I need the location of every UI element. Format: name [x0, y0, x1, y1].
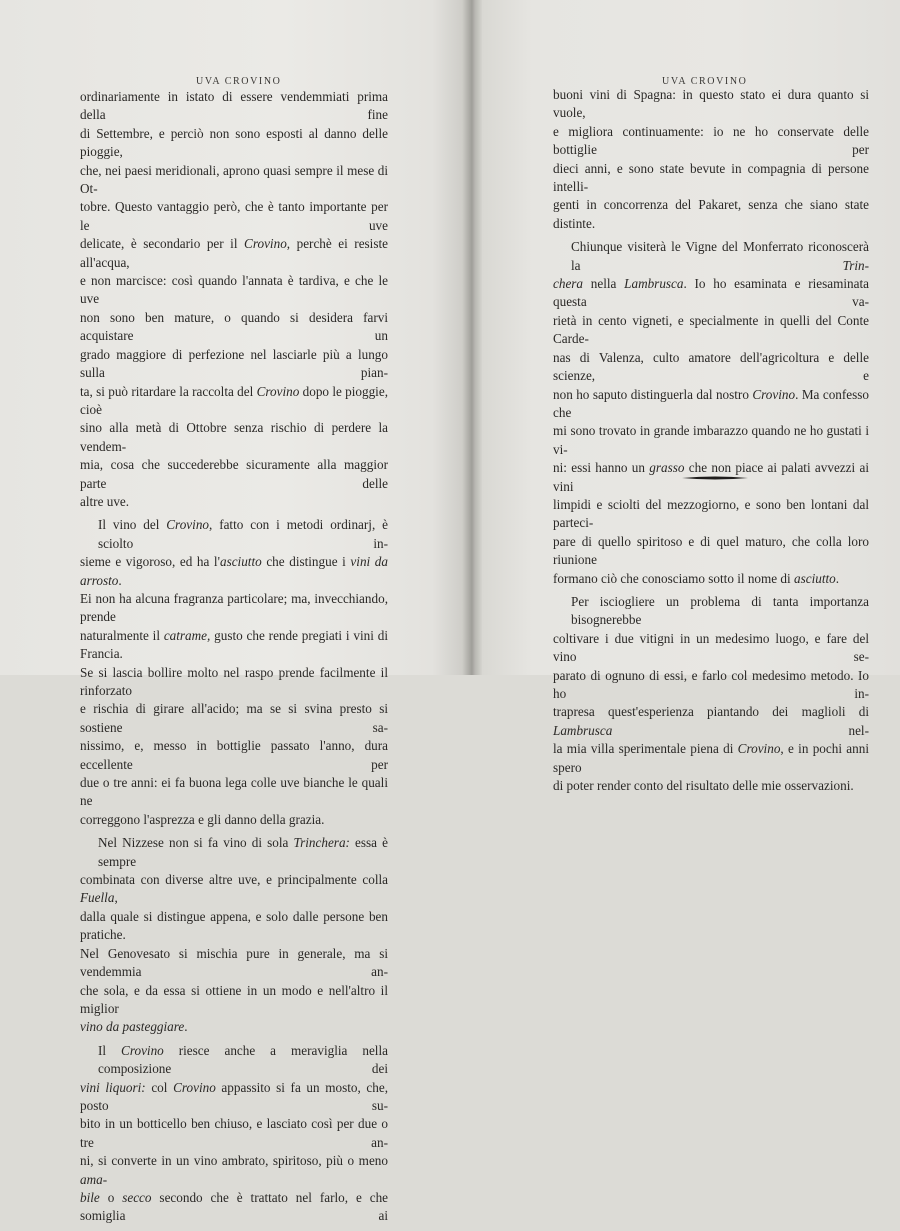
text-segment: correggono l'asprezza e gli danno della grazia. — [80, 811, 325, 827]
text-segment: delicate, è secondario per il — [80, 236, 245, 252]
text-segment: . — [118, 572, 122, 588]
text-line — [80, 1152, 388, 1189]
text-line — [553, 422, 869, 459]
text-line — [553, 196, 869, 233]
text-segment: altre uve. — [80, 493, 130, 509]
text-line — [80, 664, 388, 701]
text-segment: o — [99, 1189, 123, 1205]
text-segment: non sono ben mature, o quando si desidera farvi acquistare un — [80, 309, 388, 344]
italic-text: Crovino — [737, 741, 781, 757]
text-line — [80, 456, 388, 493]
text-segment: , perchè ei resiste all'acqua, — [80, 236, 388, 270]
text-segment: buoni vini di Spagna: in questo stato ei dura quanto si vuole, — [553, 87, 869, 121]
text-line — [80, 774, 388, 811]
italic-text: chera — [553, 276, 584, 292]
text-line — [553, 312, 869, 349]
text-segment: nella — [583, 276, 625, 292]
text-segment: ordinariamente in istato di essere vendemmiati prima della fine — [80, 89, 388, 123]
text-segment: Ei non ha alcuna fragranza particolare; ma, invecchiando, prende — [80, 590, 388, 625]
paragraph — [80, 1042, 388, 1226]
text-segment: dopo le pioggie, cioè — [80, 383, 389, 417]
text-segment: Il — [98, 1042, 122, 1058]
text-segment: gusto che rende pregiati i vini di Francia. — [80, 627, 388, 662]
text-segment: dieci anni, e sono state bevute in compagnia di persone intelli- — [553, 160, 869, 195]
text-line — [80, 272, 388, 309]
text-segment: Nel Nizzese non si fa vino di sola — [98, 835, 294, 851]
text-segment: due o tre anni: ei fa buona lega colle uve bianche le quali ne — [80, 775, 388, 809]
text-segment: essa è sempre — [98, 835, 389, 869]
text-segment: Il vino del — [98, 517, 167, 533]
text-line — [80, 162, 388, 199]
text-segment: Chiunque visiterà le Vigne del Monferrato riconoscerà la — [571, 239, 869, 273]
text-segment: Se si lascia bollire molto nel raspo prende facilmente il rinforzato — [80, 664, 388, 698]
text-line — [553, 386, 869, 423]
text-line — [553, 160, 869, 197]
text-segment: tobre. Questo vantaggio però, che è tanto importante per le uve — [80, 199, 388, 233]
right-page — [482, 0, 900, 794]
text-segment: riesce anche a meraviglia nella composizione dei — [98, 1042, 388, 1077]
italic-text: Lambrusca — [624, 276, 684, 292]
text-line — [553, 630, 869, 667]
text-line — [553, 667, 869, 704]
text-line — [80, 627, 388, 664]
text-line — [553, 777, 869, 795]
text-line — [80, 871, 388, 908]
paragraph — [80, 88, 388, 511]
text-segment: che non piace ai palati avvezzi ai vini — [553, 460, 869, 494]
text-line — [553, 496, 869, 533]
italic-text: secco — [122, 1189, 152, 1205]
text-line — [80, 553, 388, 590]
text-line — [80, 493, 388, 511]
paragraph — [553, 238, 869, 588]
text-line — [80, 1018, 388, 1036]
text-line — [80, 346, 388, 383]
book-gutter — [462, 0, 484, 675]
text-segment: mi sono trovato in grande imbarazzo quando ne ho gustati i vi- — [553, 423, 869, 457]
text-line — [80, 309, 388, 346]
text-segment: Per isciogliere un problema di tanta importanza bisognerebbe — [571, 593, 869, 628]
text-line — [80, 1115, 388, 1152]
italic-text: Crovino — [752, 386, 796, 402]
text-line — [80, 235, 388, 272]
text-segment: che, nei paesi meridionali, aprono quasi sempre il mese di Ot- — [80, 162, 388, 197]
text-segment: di poter render conto del risultato delle mie osservazioni. — [553, 778, 854, 794]
paragraph — [80, 516, 388, 829]
text-segment: ta, si può ritardare la raccolta del — [80, 383, 257, 399]
text-segment: col — [145, 1079, 174, 1095]
text-segment: . — [835, 570, 840, 586]
italic-text: Crovino — [244, 236, 287, 252]
text-segment: formano ciò che conosciamo sotto il nome di — [553, 570, 794, 586]
paragraph — [80, 834, 388, 1036]
text-line — [80, 1079, 388, 1116]
text-segment: sieme e vigoroso, ed ha l' — [80, 554, 220, 570]
italic-text: Crovino — [166, 517, 210, 533]
text-line — [553, 533, 869, 570]
running-head-left: UVA CROVINO — [196, 76, 282, 87]
text-segment: nel- — [612, 722, 869, 738]
text-line — [553, 349, 869, 386]
text-segment: dalla quale si distingue appena, e solo dalle persone ben pratiche. — [80, 908, 388, 943]
left-page-body — [80, 88, 388, 1231]
text-segment: , e in pochi anni spero — [553, 741, 869, 775]
italic-text: vini liquori: — [80, 1079, 146, 1095]
text-line — [80, 737, 388, 774]
italic-text: ama- — [80, 1171, 108, 1187]
italic-text: vino da pasteggiare — [80, 1019, 185, 1035]
text-segment: nas di Valenza, culto amatore dell'agricoltura e delle scienze, e — [553, 349, 869, 384]
italic-text: bile — [80, 1189, 100, 1205]
italic-text: Trinchera: — [293, 835, 350, 851]
text-line — [80, 419, 388, 456]
text-segment: . — [184, 1019, 188, 1035]
text-line — [80, 700, 388, 737]
text-line — [553, 740, 869, 777]
text-segment: genti in concorrenza del Pakaret, senza che siano state distinte. — [553, 197, 869, 231]
text-segment: e migliora continuamente: io ne ho conservate delle bottiglie per — [553, 123, 869, 158]
text-segment: Nel Genovesato si mischia pure in generale, ma si vendemmia an- — [80, 945, 388, 980]
text-line — [80, 198, 388, 235]
italic-text: Crovino — [256, 383, 300, 399]
italic-text: grasso — [649, 460, 685, 476]
italic-text: Lambrusca — [553, 722, 613, 738]
text-segment: trapresa quest'esperienza piantando dei maglioli di — [553, 704, 869, 720]
text-segment: combinata con diverse altre uve, e principalmente colla — [80, 872, 388, 888]
italic-text: Fuella — [80, 890, 115, 906]
text-line — [80, 982, 388, 1019]
text-segment: coltivare i due vitigni in un medesimo luogo, e fare del vino se- — [553, 630, 869, 665]
text-segment: sino alla metà di Ottobre senza rischio di perdere la vendem- — [80, 420, 388, 454]
text-line — [80, 383, 388, 420]
text-segment: naturalmente il — [80, 627, 164, 643]
text-segment: , — [114, 890, 118, 906]
text-line — [553, 703, 869, 740]
text-segment: appassito si fa un mosto, che, posto su- — [80, 1079, 388, 1113]
text-segment: , fatto con i metodi ordinarj, è sciolto in- — [98, 517, 388, 551]
text-segment: pare di quello spiritoso e di quel maturo, che colla loro riunione — [553, 533, 869, 568]
italic-text: vini da arrosto — [80, 554, 388, 588]
text-segment: e rischia di girare all'acido; ma se si svina presto si sostiene sa- — [80, 701, 388, 735]
text-segment: e non marcisce: così quando l'annata è tardiva, e che le uve — [80, 273, 388, 307]
text-segment: nissimo, e, messo in bottiglie passato l'anno, dura eccellente per — [80, 738, 388, 772]
running-head-right: UVA CROVINO — [662, 76, 748, 87]
text-segment: bito in un botticello ben chiuso, e lasciato così per due o tre an- — [80, 1116, 388, 1150]
text-segment: ni, si converte in un vino ambrato, spiritoso, più o meno — [80, 1153, 388, 1169]
text-segment: non ho saputo distinguerla dal nostro — [553, 386, 753, 402]
paragraph — [553, 593, 869, 795]
text-line — [553, 275, 869, 312]
text-segment: . Ma confesso che — [553, 386, 869, 420]
text-segment: limpidi e sciolti del mezzogiorno, e sono ben lontani dal parteci- — [553, 496, 869, 531]
text-line — [80, 125, 388, 162]
text-segment: di Settembre, e perciò non sono esposti al danno delle pioggie, — [80, 125, 388, 160]
text-line — [80, 834, 388, 871]
text-segment: che sola, e da essa si ottiene in un modo e nell'altro il miglior — [80, 982, 388, 1016]
text-line — [80, 1042, 388, 1079]
text-line — [80, 516, 388, 553]
tailpiece-ornament-icon — [682, 475, 748, 481]
text-line — [80, 88, 388, 125]
text-segment: . Io ho esaminata e riesaminata questa va- — [553, 276, 869, 310]
text-line — [553, 570, 869, 588]
text-line — [553, 86, 869, 123]
text-segment: ni: essi hanno un — [553, 460, 650, 476]
italic-text: catrame, — [163, 627, 211, 643]
text-segment: grado maggiore di perfezione nel lasciarle più a lungo sulla pian- — [80, 346, 388, 381]
text-line — [80, 1189, 388, 1226]
italic-text: Crovino — [173, 1079, 216, 1095]
text-line — [80, 908, 388, 945]
text-segment: la mia villa sperimentale piena di — [553, 741, 738, 757]
text-line — [80, 945, 388, 982]
italic-text: Crovino — [121, 1042, 164, 1058]
italic-text: Trin- — [842, 257, 869, 273]
paragraph — [553, 86, 869, 233]
italic-text: asciutto — [793, 570, 836, 586]
text-line — [80, 590, 388, 627]
text-segment: che distingue i — [261, 554, 351, 570]
text-line — [553, 593, 869, 630]
italic-text: asciutto — [219, 554, 262, 570]
text-segment: mia, cosa che succederebbe sicuramente alla maggior parte delle — [80, 457, 388, 491]
text-line — [553, 123, 869, 160]
right-page-body — [553, 86, 869, 800]
text-segment: rietà in cento vigneti, e specialmente in quelli del Conte Carde- — [553, 312, 869, 347]
text-line — [553, 238, 869, 275]
text-segment: secondo che è trattato nel farlo, e che somiglia ai — [80, 1189, 389, 1224]
text-line — [80, 811, 388, 829]
text-segment: parato di ognuno di essi, e farlo col medesimo metodo. Io ho in- — [553, 667, 869, 701]
